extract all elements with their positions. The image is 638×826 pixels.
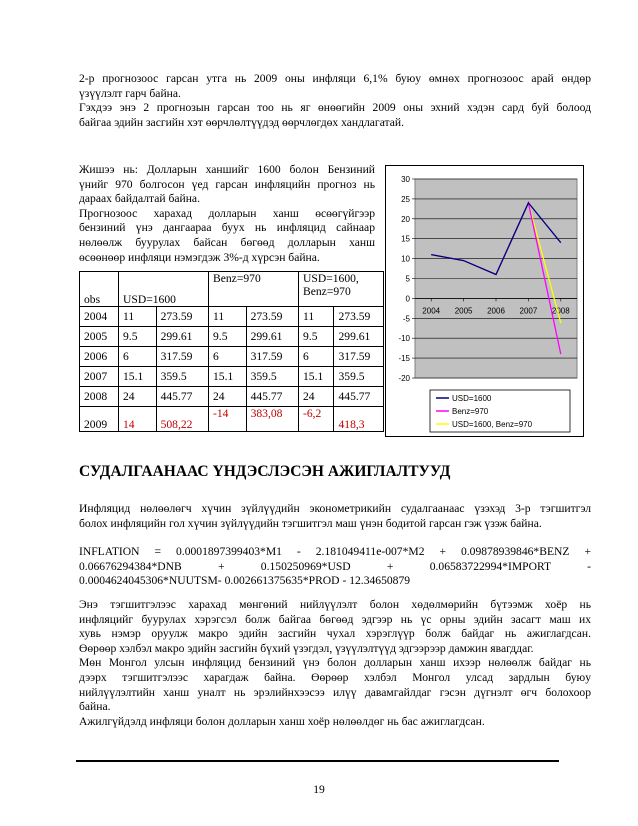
header-usd-benz-line2: Benz=970 bbox=[303, 285, 351, 298]
y-tick-label: -10 bbox=[398, 334, 410, 344]
example-line: үнийг 970 болгосон үед гарсан инфляцийн прогноз нь bbox=[79, 177, 375, 191]
y-tick-label: 25 bbox=[401, 194, 410, 204]
table-row bbox=[80, 327, 384, 347]
table-cell: 317.59 bbox=[246, 347, 298, 367]
table-cell: 11 bbox=[119, 307, 157, 327]
header-usd-benz bbox=[299, 272, 384, 307]
table-cell: 24 bbox=[299, 387, 334, 407]
header-usd-benz-line1: USD=1600, bbox=[303, 272, 359, 285]
paragraph-line: болох инфляцийн гол хүчин зүйлүүдийн тэгшитгэл маш үнэн бодитой гарсан гэж үзэж байна. bbox=[79, 516, 542, 530]
chart-svg bbox=[386, 166, 583, 436]
paragraph-line: хувь нэмэр оруулж макро эдийн засгийн чухал хэрэглүүр болж байдаг нь ажиглагдсан. bbox=[79, 627, 591, 641]
paragraph-line: байна. bbox=[79, 700, 111, 714]
formula-line: 0.0004624045306*NUUTSM- 0.002661375635*PROD - 12.34650879 bbox=[79, 574, 411, 588]
table-cell: 273.59 bbox=[246, 307, 298, 327]
y-tick-label: 5 bbox=[405, 274, 410, 284]
regression-formula bbox=[79, 545, 591, 589]
table-row bbox=[80, 307, 384, 327]
table-cell: 317.59 bbox=[156, 347, 208, 367]
intro-line: 2-р прогнозоос гарсан утга нь 2009 оны инфляци 6,1% буюу өмнөх прогнозоос арай өндөр bbox=[79, 72, 591, 85]
table-cell: 11 bbox=[299, 307, 334, 327]
table-cell: 445.77 bbox=[246, 387, 298, 407]
table-row bbox=[80, 387, 384, 407]
formula-line: INFLATION = 0.0001897399403*M1 - 2.181049411e-007*M2 + 0.09878939846*BENZ + bbox=[79, 545, 591, 558]
x-tick-label: 2005 bbox=[454, 306, 473, 316]
forecast-usd-value2: 508,22 bbox=[156, 407, 208, 432]
y-tick-label: -20 bbox=[398, 374, 410, 383]
formula-line: 0.06676294384*DNB + 0.150250969*USD + 0.06583722994*IMPORT - bbox=[79, 559, 591, 573]
y-tick-label: 15 bbox=[401, 234, 410, 244]
table-cell: 359.5 bbox=[246, 367, 298, 387]
example-line: Прогнозоос харахад долларын ханш өсөөгүйгээр bbox=[79, 206, 375, 220]
intro-line: байгаа эдийн засгийн хэт өөрчлөлтүүдэд өөрчлөгдөх хандлагатай. bbox=[79, 115, 404, 129]
footer-divider bbox=[76, 760, 559, 762]
y-tick-label: 0 bbox=[405, 294, 410, 304]
example-line: бензиний үнэ дангаараа буух нь инфляцид сайнаар bbox=[79, 221, 375, 235]
forecast-table bbox=[79, 271, 384, 432]
y-tick-label: 10 bbox=[401, 254, 410, 264]
example-paragraph bbox=[79, 163, 375, 265]
table-row bbox=[80, 367, 384, 387]
paragraph-line: Ажилгүйдэлд инфляци болон долларын ханш хоёр нөлөөлдөг нь бас ажиглагдсан. bbox=[79, 714, 485, 728]
table-cell: 317.59 bbox=[334, 347, 384, 367]
x-tick-label: 2006 bbox=[487, 306, 505, 316]
legend-label: USD=1600 bbox=[452, 394, 492, 403]
x-tick-label: 2008 bbox=[551, 306, 570, 316]
section-title: СУДАЛГААНААС ҮНДЭСЛЭСЭН АЖИГЛАЛТУУД bbox=[79, 463, 451, 480]
table-cell: 2005 bbox=[80, 327, 119, 347]
table-cell: 15.1 bbox=[299, 367, 334, 387]
example-line: дараах байдалтай байна. bbox=[79, 192, 200, 206]
x-tick-label: 2007 bbox=[519, 306, 538, 316]
table-cell: 445.77 bbox=[334, 387, 384, 407]
analysis-paragraph bbox=[79, 598, 591, 729]
table-cell: 15.1 bbox=[119, 367, 157, 387]
intro-line: үзүүлэлт гарч байна. bbox=[79, 86, 181, 100]
table-cell: 6 bbox=[299, 347, 334, 367]
table-cell: 359.5 bbox=[334, 367, 384, 387]
y-tick-label: 30 bbox=[401, 175, 410, 184]
paragraph-line: дээрх тэгшитгэлээс харагдаж байна. Өөрөөр хэлбэл Монгол улсад зардлын буюу bbox=[79, 670, 591, 684]
table-cell: 2008 bbox=[80, 387, 119, 407]
forecast-usd-value: 14 bbox=[119, 407, 157, 432]
table-header-row bbox=[80, 272, 384, 307]
table-cell: 273.59 bbox=[156, 307, 208, 327]
table-cell: 6 bbox=[209, 347, 247, 367]
forecast-benz-value: -14 bbox=[209, 407, 247, 432]
inflation-forecast-chart bbox=[385, 165, 584, 437]
paragraph-line: Өөрөөр хэлбэл макро эдийн засгийн бүхий үзэгдэл, үзүүлэлтүүд эдгээрээр дамжин явагддаг. bbox=[79, 641, 534, 655]
table-row-2009 bbox=[80, 407, 384, 432]
table-cell: 359.5 bbox=[156, 367, 208, 387]
table-cell: 15.1 bbox=[209, 367, 247, 387]
y-tick-label: -15 bbox=[398, 354, 410, 364]
findings-paragraph bbox=[79, 502, 591, 531]
table-cell: 2007 bbox=[80, 367, 119, 387]
forecast-usd-benz-value: -6,2 bbox=[299, 407, 334, 432]
legend-label: USD=1600, Benz=970 bbox=[452, 420, 533, 429]
table-cell-year: 2009 bbox=[80, 407, 119, 432]
y-tick-label: 20 bbox=[401, 214, 410, 224]
intro-paragraph bbox=[79, 72, 591, 130]
example-line: өсөөнөөр инфляци нэмэгдэж 3%-д хүрсэн байна. bbox=[79, 250, 320, 264]
paragraph-line: Инфляцид нөлөөлөгч хүчин зүйлүүдийн эконометрикийн судалгаанаас үзэхэд 3-р тэгшитгэл bbox=[79, 502, 591, 515]
table-cell: 299.61 bbox=[334, 327, 384, 347]
table-cell: 24 bbox=[119, 387, 157, 407]
table-cell: 6 bbox=[119, 347, 157, 367]
table-cell: 273.59 bbox=[334, 307, 384, 327]
paragraph-line: нийлүүлэлтийн ханш уналт нь эрэлийнхээсээ илүү давамгайлдаг гэсэн дүгнэлт өгч болохоор bbox=[79, 685, 591, 699]
x-tick-label: 2004 bbox=[422, 306, 441, 316]
paragraph-line: инфляцийг буурулах хэрэгсэл болж байгаа бөгөөд эдгээр нь үс орны эдийн засагт маш их bbox=[79, 612, 591, 626]
table-cell: 24 bbox=[209, 387, 247, 407]
y-tick-label: -5 bbox=[402, 314, 410, 324]
example-line: нөлөөлж буурулах байсан бөгөөд долларын ханш bbox=[79, 235, 375, 249]
header-benz: Benz=970 bbox=[209, 272, 299, 307]
table-cell: 2006 bbox=[80, 347, 119, 367]
table-cell: 9.5 bbox=[119, 327, 157, 347]
intro-line: Гэхдээ энэ 2 прогнозын гарсан тоо нь яг өнөөгийн 2009 оны эхний хэдэн сард буй болоод bbox=[79, 101, 591, 115]
table-row bbox=[80, 347, 384, 367]
table-cell: 2004 bbox=[80, 307, 119, 327]
header-usd: USD=1600 bbox=[119, 272, 209, 307]
example-line: Жишээ нь: Долларын ханшийг 1600 болон Бензиний bbox=[79, 163, 375, 176]
paragraph-line: Мөн Монгол улсын инфляцид бензиний үнэ болон долларын ханш ихээр нөлөөлж байдаг нь bbox=[79, 656, 591, 670]
paragraph-line: Энэ тэгшитгэлээс харахад мөнгөний нийлүүлэлт болон хөдөлмөрийн бүтээмж хоёр нь bbox=[79, 598, 591, 611]
legend-label: Benz=970 bbox=[452, 407, 489, 416]
forecast-usd-benz-value2: 418,3 bbox=[334, 407, 384, 432]
table-cell: 11 bbox=[209, 307, 247, 327]
table-cell: 445.77 bbox=[156, 387, 208, 407]
forecast-benz-value2: 383,08 bbox=[246, 407, 298, 432]
table-cell: 299.61 bbox=[156, 327, 208, 347]
table-cell: 299.61 bbox=[246, 327, 298, 347]
table-cell: 9.5 bbox=[299, 327, 334, 347]
table-cell: 9.5 bbox=[209, 327, 247, 347]
page-number: 19 bbox=[313, 783, 325, 796]
header-obs: obs bbox=[80, 272, 119, 307]
